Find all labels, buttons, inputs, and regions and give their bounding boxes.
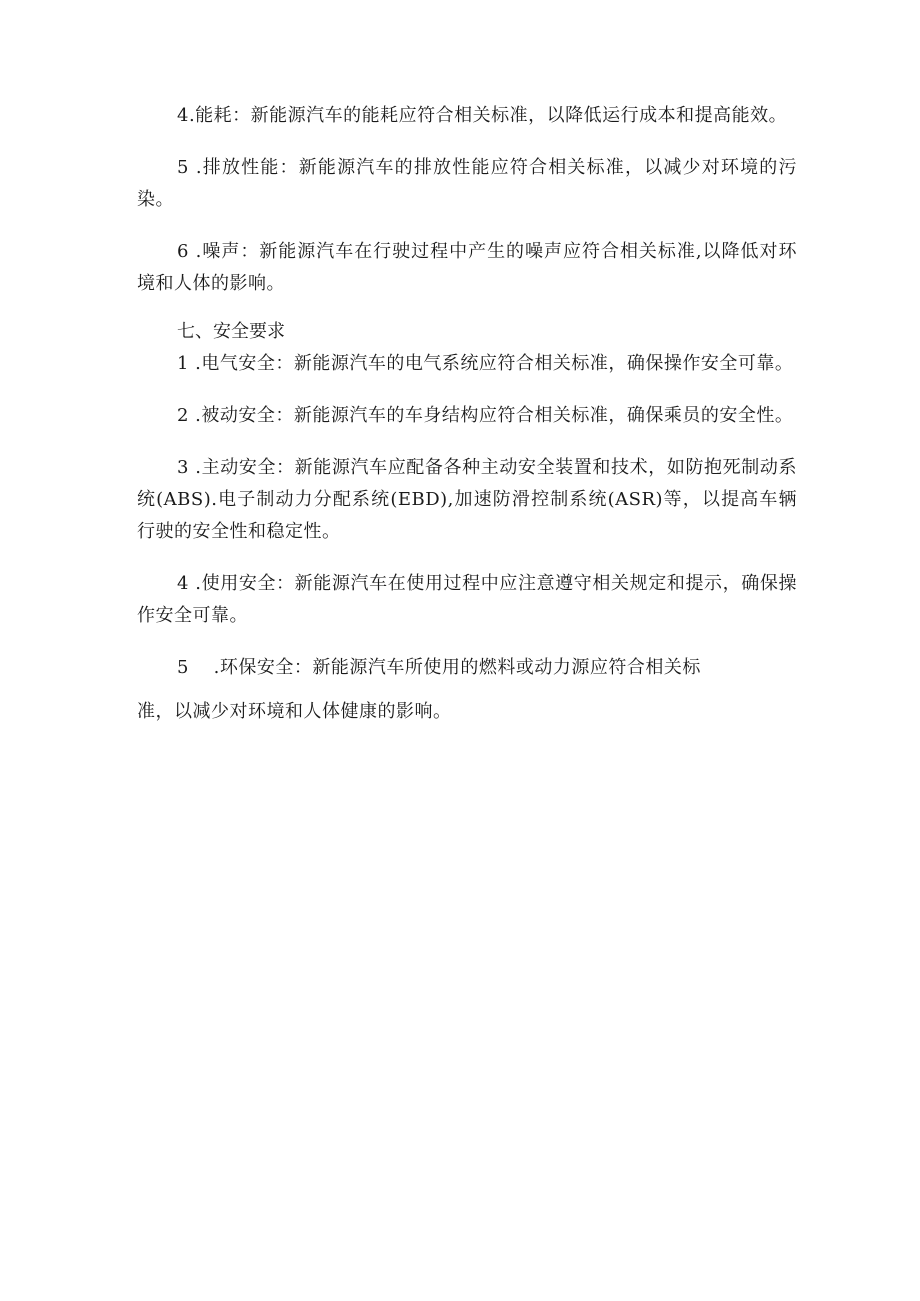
paragraph-passive-safety: 2 .被动安全：新能源汽车的车身结构应符合相关标准，确保乘员的安全性。 xyxy=(177,405,794,426)
paragraph-energy-consumption: 4.能耗：新能源汽车的能耗应符合相关标准，以降低运行成本和提高能效。 xyxy=(177,105,788,126)
paragraph-emission-performance: 5 .排放性能：新能源汽车的排放性能应符合相关标准，以减少对环境的污染。 xyxy=(137,157,797,210)
paragraph-line: 5 .环保安全：新能源汽车所使用的燃料或动力源应符合相关标 xyxy=(177,657,701,678)
document-body xyxy=(137,100,797,728)
paragraph-electrical-safety: 1 .电气安全：新能源汽车的电气系统应符合相关标准，确保操作安全可靠。 xyxy=(177,353,794,374)
paragraph-line: 准，以减少对环境和人体健康的影响。 xyxy=(137,701,452,722)
paragraph-environmental-safety xyxy=(137,652,797,728)
paragraph-active-safety: 3 .主动安全：新能源汽车应配备各种主动安全装置和技术，如防抱死制动系统(ABS).电子制动力分配系统(EBD),加速防滑控制系统(ASR)等，以提高车辆行驶的安全性和稳定性。 xyxy=(137,457,797,542)
section-heading-safety-requirements: 七、安全要求 xyxy=(177,321,285,342)
paragraph-noise: 6 .噪声：新能源汽车在行驶过程中产生的噪声应符合相关标准,以降低对环境和人体的影响。 xyxy=(137,241,797,294)
paragraph-usage-safety: 4 .使用安全：新能源汽车在使用过程中应注意遵守相关规定和提示，确保操作安全可靠。 xyxy=(137,573,797,626)
